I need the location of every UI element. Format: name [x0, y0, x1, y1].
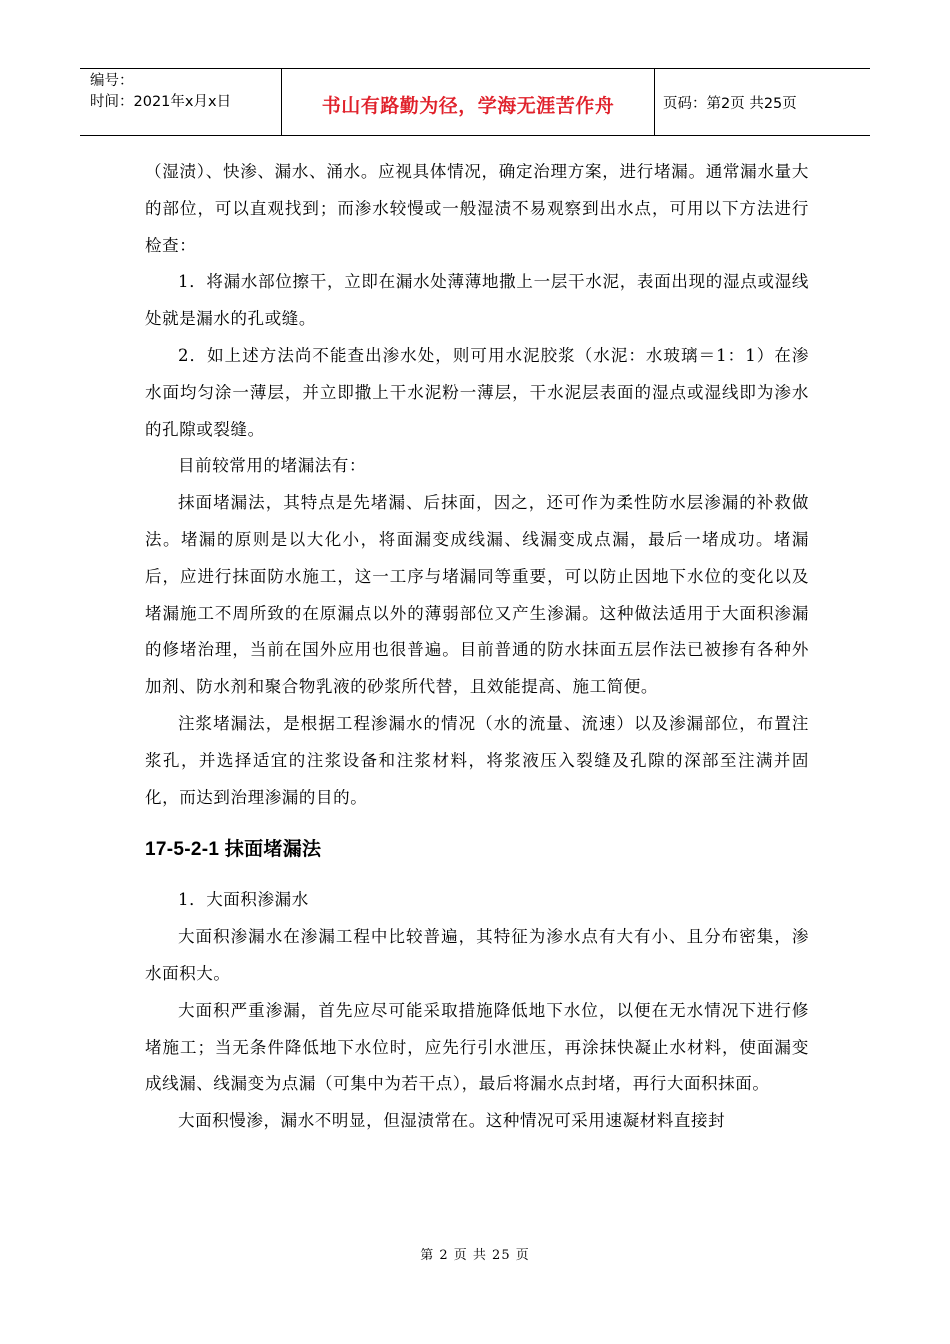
paragraph: 目前较常用的堵漏法有： [178, 456, 367, 476]
serial-label: 编号： [90, 73, 134, 89]
header-page-code: 页码：第2页 共25页 [663, 95, 797, 112]
paragraph: 大面积严重渗漏，首先应尽可能采取措施降低地下水位，以便在无水情况下进行修堵施工；当无条件降低地下水位时，应先行引水泄压，再涂抹快凝止水材料，使面漏变成线漏、线漏变为点漏（可集中为若干点），最后将漏水点封堵，再行大面积抹面。 [145, 1000, 809, 1094]
header-motto: 书山有路勤为径，学海无涯苦作舟 [282, 69, 655, 135]
date-label: 时间：2021年x月x日 [90, 94, 232, 110]
paragraph: （湿渍）、快渗、漏水、涌水。应视具体情况，确定治理方案，进行堵漏。通常漏水量大的部位，可以直观找到；而渗水较慢或一般湿渍不易观察到出水点，可用以下方法进行检查： [145, 162, 809, 255]
paragraph: 1．大面积渗漏水 [178, 890, 309, 910]
document-body [145, 154, 809, 1140]
paragraph: 大面积渗漏水在渗漏工程中比较普遍，其特征为渗水点有大有小、且分布密集，渗水面积大。 [145, 927, 809, 983]
header-meta [80, 69, 282, 135]
paragraph: 注浆堵漏法，是根据工程渗漏水的情况（水的流量、流速）以及渗漏部位，布置注浆孔，并选择适宜的注浆设备和注浆材料，将浆液压入裂缝及孔隙的深部至注满并固化，而达到治理渗漏的目的。 [145, 713, 809, 807]
paragraph: 抹面堵漏法，其特点是先堵漏、后抹面，因之，还可作为柔性防水层渗漏的补救做法。堵漏的原则是以大化小，将面漏变成线漏、线漏变成点漏，最后一堵成功。堵漏后，应进行抹面防水施工，这一工序与堵漏同等重要，可以防止因地下水位的变化以及堵漏施工不周所致的在原漏点以外的薄弱部位又产生渗漏。这种做法适用于大面积渗漏的修堵治理，当前在国外应用也很普遍。目前普通的防水抹面五层作法已被掺有各种外加剂、防水剂和聚合物乳液的砂浆所代替，且效能提高、施工简便。 [145, 493, 809, 697]
paragraph: 2．如上述方法尚不能查出渗水处，则可用水泥胶浆（水泥：水玻璃＝1：1）在渗水面均匀涂一薄层，并立即撒上干水泥粉一薄层，干水泥层表面的湿点或湿线即为渗水的孔隙或裂缝。 [145, 345, 809, 439]
page-footer: 第 2 页 共 25 页 [420, 1248, 530, 1263]
paragraph: 大面积慢渗，漏水不明显，但湿渍常在。这种情况可采用速凝材料直接封 [178, 1111, 726, 1131]
page-header [80, 68, 870, 136]
section-heading: 17-5-2-1 抹面堵漏法 [145, 839, 322, 861]
paragraph: 1．将漏水部位擦干，立即在漏水处薄薄地撒上一层干水泥，表面出现的湿点或湿线处就是漏水的孔或缝。 [145, 272, 809, 329]
